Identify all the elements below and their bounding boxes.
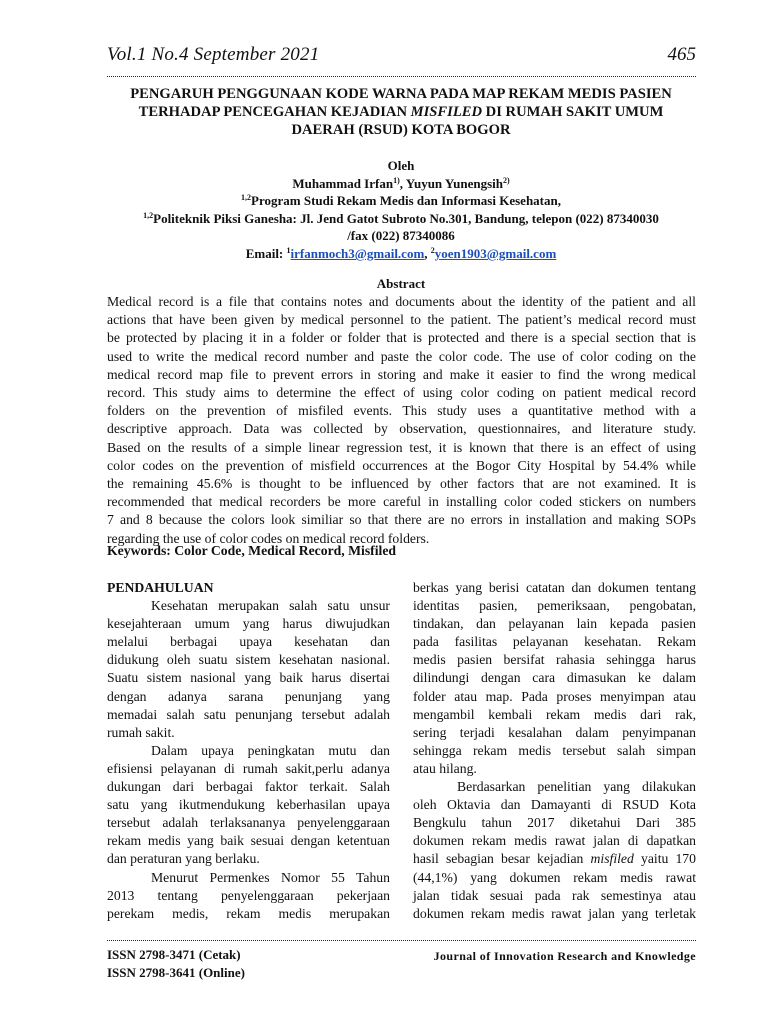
page-number: 465: [667, 44, 696, 65]
abstract-line: used to write the medical record number and paste the color code. The use of color coding on the: [107, 348, 696, 364]
abstract-line: be protected by placing it in a folder or folder that is protected and there is a special section that is: [107, 330, 696, 346]
abstract-line: regarding the use of color codes on medical record folders.: [107, 530, 430, 546]
body-line: berkas yang berisi catatan dan dokumen tentang: [413, 580, 696, 595]
abstract-line: Based on the results of a simple linear regression test, it is known that there is an effect of using: [107, 439, 696, 455]
body-line: sehingga rekam medis tersebut salah simpan: [413, 742, 696, 758]
body-line: hasil sebagian besar kejadian misfiled yaitu 170: [413, 851, 696, 867]
issn-online: ISSN 2798-3641 (Online): [107, 965, 245, 980]
body-line: melalui berbagai upaya kesehatan dan: [107, 634, 390, 650]
abstract-line: the remaining 45.6% is thought to be influenced by other factors that are not examined. It is: [107, 476, 696, 492]
page-footer: [107, 946, 696, 986]
title-line-3: DAERAH (RSUD) KOTA BOGOR: [291, 122, 511, 138]
body-line: folder atau map. Pada proses menyimpan atau: [413, 688, 696, 704]
abstract-line: record. This study aims to determine the effect of using color coding on patient medical record: [107, 385, 696, 401]
body-line: 2013 tentang penyelenggaraan pekerjaan: [107, 887, 390, 903]
abstract-line: 7 and 8 because the colors look similiar so that there are no errors in installation and making SOPs: [107, 512, 696, 528]
section-heading: PENDAHULUAN: [107, 580, 214, 595]
body-line: dengan adanya sarana penunjang yang: [107, 688, 390, 704]
abstract-line: folders on the prevention of misfiled events. This study uses a quantitative method with a: [107, 403, 696, 419]
email-link-1[interactable]: irfanmoch3@gmail.com: [290, 245, 425, 261]
journal-name: Journal of Innovation Research and Knowledge: [433, 949, 696, 963]
abstract-text: [107, 293, 696, 548]
body-line: dokumen rekam medis rawat jalan di dapatkan: [413, 833, 696, 849]
body-line: identitas pasien, pemeriksaan, pengobatan,: [413, 598, 696, 614]
author-fax: /fax (022) 87340086: [347, 228, 455, 244]
body-line: dilindungi dengan cara dimasukan ke dalam: [413, 670, 696, 686]
running-head: [107, 44, 696, 74]
body-line: pada fasilitas pelayanan kesehatan. Rekam: [413, 634, 696, 650]
abstract-line: Medical record is a file that contains notes and documents about the identity of the patient and all: [107, 294, 696, 309]
body-line: didukung oleh suatu sistem kesehatan nasional.: [107, 652, 390, 668]
body-line: satu yang ikutmendukung keberhasilan upaya: [107, 797, 390, 813]
title-line-1: PENGARUH PENGGUNAAN KODE WARNA PADA MAP REKAM MEDIS PASIEN: [130, 86, 672, 102]
issn-print: ISSN 2798-3471 (Cetak): [107, 947, 241, 962]
body-line: (44,1%) yang dokumen rekam medis rawat: [413, 869, 696, 885]
body-line: Berdasarkan penelitian yang dilakukan: [457, 779, 696, 795]
abstract-heading: Abstract: [376, 276, 426, 291]
body-line: Kesehatan merupakan salah satu unsur: [151, 598, 390, 614]
body-line: rekam medis yang baik sesuai dengan ketentuan: [107, 833, 390, 849]
body-line: oleh Oktavia dan Damayanti di RSUD Kota: [413, 797, 696, 813]
volume-issue: Vol.1 No.4 September 2021: [107, 44, 320, 65]
author-block: [96, 157, 706, 263]
author-program: $^{1,2}$Program Studi Rekam Medis dan Informasi Kesehatan,: [241, 193, 561, 209]
body-line: kesejahteraan umum yang harus diwujudkan: [107, 616, 390, 632]
header-divider: [107, 76, 696, 77]
author-names: Muhammad Irfan$^{1)}$, Yuyun Yunengsih$^{2)}$: [292, 175, 510, 191]
body-line: perekam medis, rekam medis merupakan: [107, 905, 390, 921]
body-line: dokumen rekam medis rawat jalan yang terletak: [413, 905, 696, 921]
body-line: tersebut adalah terlaksananya penyelenggaraan: [107, 815, 390, 831]
body-line: atau hilang.: [413, 760, 477, 776]
by-label: Oleh: [387, 158, 415, 173]
body-line: efisiensi pelayanan di rumah sakit,perlu adanya: [107, 760, 390, 776]
body-line: Suatu sistem nasional yang baik harus disertai: [107, 670, 390, 686]
author-institution: $^{1,2}$Politeknik Piksi Ganesha: Jl. Jend Gatot Subroto No.301, Bandung, telepon (022) 87340030: [143, 210, 659, 226]
body-line: dukungan dari berbagai faktor terkait. Salah: [107, 779, 390, 795]
body-line: sering terjadi kesalahan dalam penyimpanan: [413, 724, 696, 740]
abstract-line: descriptive approach. Data was collected by observation, questionnaires, and literature study.: [107, 421, 696, 437]
body-line: medis pasien bersifat rahasia sehingga harus: [413, 652, 696, 668]
body-column-left: [107, 579, 390, 923]
body-line: Bengkulu tahun 2017 diketahui Dari 385: [413, 815, 696, 831]
body-line: dan peraturan yang berlaku.: [107, 851, 260, 867]
body-line: rumah sakit.: [107, 724, 175, 740]
title-italic-term: MISFILED: [410, 104, 483, 120]
abstract-line: actions that have been given by medical personnel to the patient. The patient’s medical record must: [107, 312, 696, 328]
body-line: Menurut Permenkes Nomor 55 Tahun: [151, 869, 390, 885]
abstract-line: recommended that medical recorders be more careful in installing color coded stickers on numbers: [107, 494, 696, 510]
body-line: tindakan, dan pelayanan lain kepada pasien: [413, 616, 696, 632]
paper-title: [96, 85, 706, 139]
body-line: memadai salah satu penunjang tersebut adalah: [107, 706, 390, 722]
title-line-2: TERHADAP PENCEGAHAN KEJADIAN MISFILED DI RUMAH SAKIT UMUM: [138, 104, 664, 120]
body-line: Dalam upaya peningkatan mutu dan: [151, 742, 390, 758]
abstract-line: color codes on the prevention of misfield occurrences at the Bogor City Hospital by 54.4% while: [107, 457, 696, 473]
email-link-2[interactable]: yoen1903@gmail.com: [434, 245, 557, 261]
italic-term: misfiled: [590, 851, 634, 867]
abstract-line: medical record map file to prevent errors in storing and make it easier to find the wrong medical: [107, 366, 696, 382]
keywords-line: Keywords: Color Code, Medical Record, Misfiled: [107, 543, 397, 558]
author-emails: Email: $^1$irfanmoch3@gmail.com, $^2$yoen1903@gmail.com: [245, 245, 557, 261]
body-line: jalan tidak sesuai pada rak semestinya atau: [413, 887, 696, 903]
body-line: mengambil kembali rekam medis dari rak,: [413, 706, 696, 722]
body-column-right: [413, 579, 696, 923]
footer-divider: [107, 940, 696, 941]
